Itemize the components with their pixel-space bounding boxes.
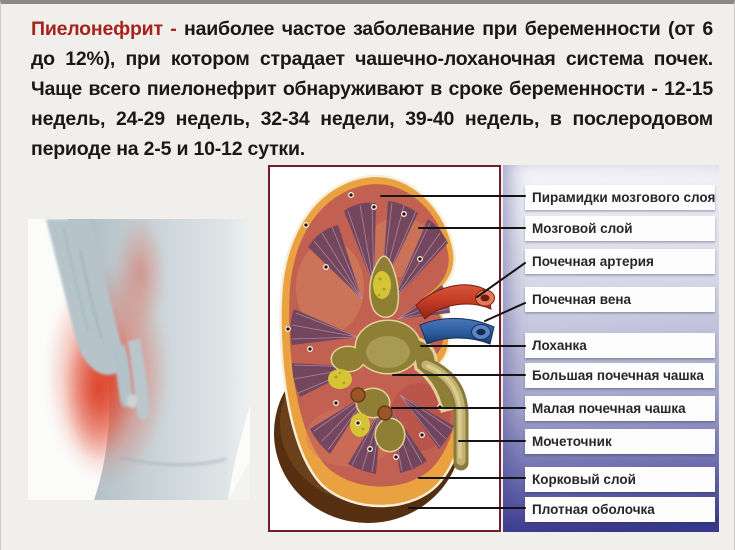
term-pyelonephritis: Пиелонефрит - <box>31 18 177 40</box>
back-pain-photo-graphic <box>28 219 250 500</box>
label-renal-vein: Почечная вена <box>525 287 715 312</box>
label-dense-capsule: Плотная оболочка <box>525 497 715 522</box>
kidney-diagram-frame <box>268 165 501 532</box>
label-minor-calyx: Малая почечная чашка <box>525 396 715 421</box>
label-pelvis: Лоханка <box>525 333 715 358</box>
header-body-text: наиболее частое заболевание при беременности (от 6 до 12%), при котором страдает чашечно-лоханочная система почек. Чаще всего пиелонефрит обнаруживают в сроке беременности - 12-15 недель, 24-29 недель, 32-34 недели, 39-40 недель, в послеродовом периоде на 2-5 и 10-12 сутки. <box>31 18 713 160</box>
header-paragraph <box>31 14 713 164</box>
label-ureter: Мочеточник <box>525 429 715 454</box>
labels-panel <box>503 165 719 532</box>
label-pyramids: Пирамидки мозгового слоя <box>525 185 715 210</box>
label-major-calyx: Большая почечная чашка <box>525 363 715 388</box>
label-cortex: Корковый слой <box>525 467 715 492</box>
label-medulla: Мозговой слой <box>525 216 715 241</box>
kidney-illustration <box>270 167 499 530</box>
label-renal-artery: Почечная артерия <box>525 249 715 274</box>
back-pain-photo <box>28 219 250 500</box>
